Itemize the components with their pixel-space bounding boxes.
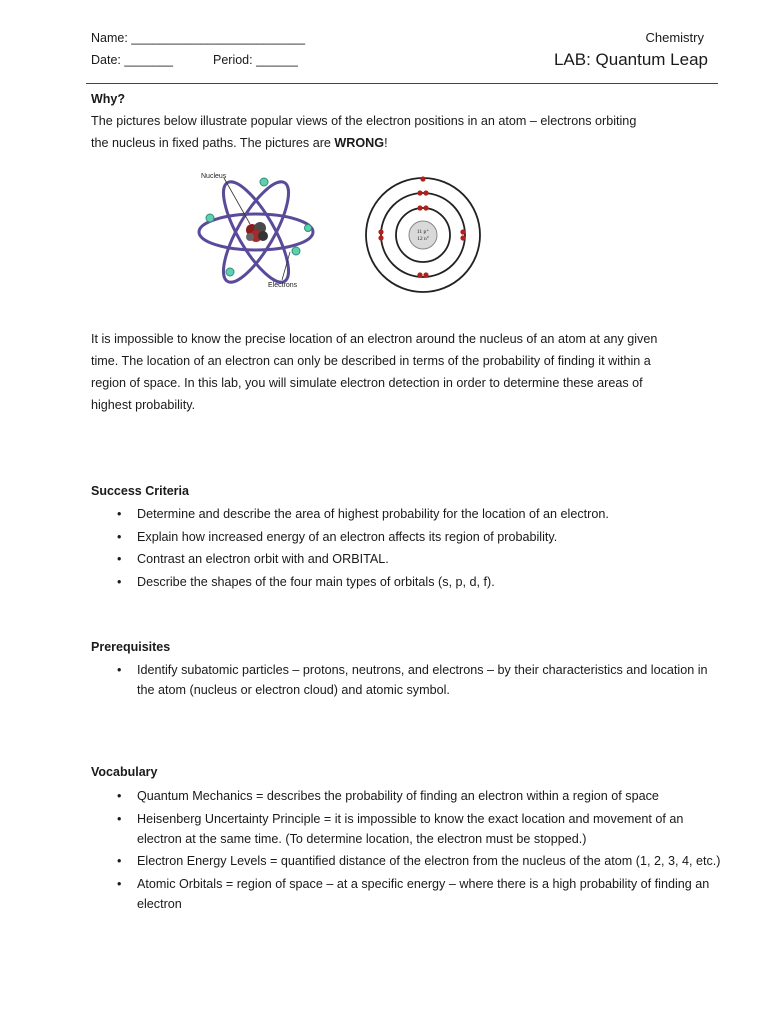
why-heading: Why? <box>91 92 126 106</box>
list-item <box>91 809 731 849</box>
why-line-2 <box>91 132 731 154</box>
why-paragraph <box>91 110 731 154</box>
bullet: • <box>117 854 122 868</box>
bullet: • <box>117 574 122 589</box>
prerequisites-list <box>91 660 711 703</box>
vocabulary-heading: Vocabulary <box>91 765 158 779</box>
list-item <box>91 660 711 700</box>
vocabulary-list <box>91 786 731 916</box>
page-title: LAB: Quantum Leap <box>553 50 708 69</box>
list-item <box>91 851 731 871</box>
header-divider <box>86 83 718 84</box>
list-item-text: Describe the shapes of the four main types of orbitals (s, p, d, f). <box>137 574 495 589</box>
why-line-2-end: ! <box>384 136 388 150</box>
list-item-text: Contrast an electron orbit with and ORBITAL. <box>137 552 389 566</box>
bullet: • <box>117 811 122 826</box>
bullet: • <box>117 663 122 677</box>
list-item-text: Identify subatomic particles – protons, neutrons, and electrons – by their characteristics and location in the atom (nucleus or electron cloud) and atomic symbol. <box>137 663 708 697</box>
list-item <box>91 527 731 547</box>
list-item <box>91 786 731 806</box>
list-item <box>91 549 731 569</box>
list-item-text: Determine and describe the area of highest probability for the location of an electron. <box>137 507 609 521</box>
atom-orbit-illustration <box>194 166 319 292</box>
electrons-label: Electrons <box>268 282 298 289</box>
name-field-line: Name: _________________________ <box>91 31 306 45</box>
list-item <box>91 504 731 524</box>
neutron-count: 12 n° <box>417 236 429 242</box>
nucleus-label: Nucleus <box>201 173 227 180</box>
list-item <box>91 874 731 914</box>
list-item-text: Heisenberg Uncertainty Principle = it is impossible to know the exact location and movement of an electron at the same time. (To determine location, the electron must be stopped.) <box>137 811 684 846</box>
intro-paragraph <box>91 328 751 416</box>
nucleus-cluster <box>246 222 268 242</box>
bohr-model-illustration <box>364 174 484 294</box>
why-line-2-text: the nucleus in fixed paths. The pictures are <box>91 136 335 150</box>
date-field-line: Date: _______ <box>91 53 174 67</box>
bullet: • <box>117 789 122 803</box>
bullet: • <box>117 529 122 544</box>
list-item-text: Electron Energy Levels = quantified distance of the electron from the nucleus of the atom (1, 2, 3, 4, etc.) <box>137 854 721 868</box>
period-field-line: Period: ______ <box>213 53 298 67</box>
bullet: • <box>117 552 122 566</box>
list-item-text: Atomic Orbitals = region of space – at a specific energy – where there is a high probability of finding an electron <box>137 876 710 911</box>
intro-line: time. The location of an electron can only be described in terms of the probability of finding it within a <box>91 354 651 368</box>
success-criteria-list <box>91 504 731 594</box>
list-item-text: Quantum Mechanics = describes the probability of finding an electron within a region of space <box>137 789 659 803</box>
prerequisites-heading: Prerequisites <box>91 640 171 654</box>
intro-line: It is impossible to know the precise location of an electron around the nucleus of an atom at any given <box>91 332 658 346</box>
list-item <box>91 572 731 592</box>
bullet: • <box>117 507 122 521</box>
proton-count: 11 p⁺ <box>416 229 430 235</box>
success-criteria-heading: Success Criteria <box>91 484 189 498</box>
why-line-1: The pictures below illustrate popular views of the electron positions in an atom – electrons orbiting <box>91 114 637 128</box>
nucleus <box>409 221 437 249</box>
subject-label: Chemistry <box>645 30 704 45</box>
intro-line: highest probability. <box>91 398 196 412</box>
list-item-text: Explain how increased energy of an electron affects its region of probability. <box>137 529 558 544</box>
intro-line: region of space. In this lab, you will simulate electron detection in order to determine these areas of <box>91 376 643 390</box>
wrong-emphasis: WRONG <box>334 136 385 150</box>
bullet: • <box>117 876 122 891</box>
